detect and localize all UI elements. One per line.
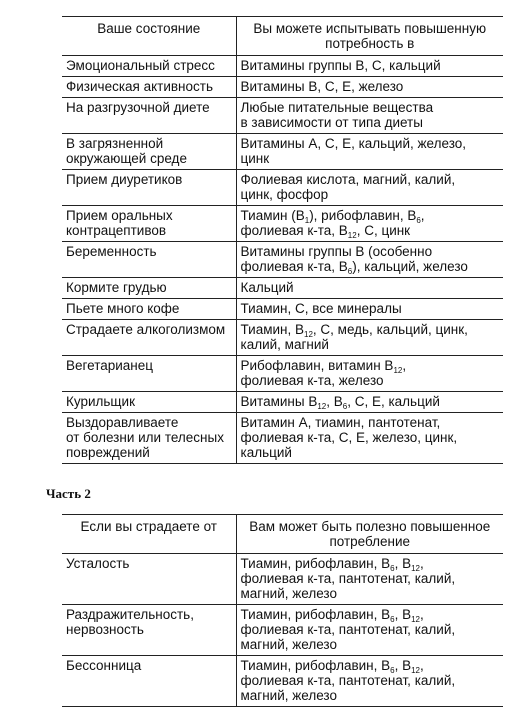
need-cell: [236, 98, 503, 134]
text-run: ), рибофлавин, В: [309, 208, 417, 223]
need-cell: [236, 554, 503, 605]
need-text: [241, 223, 500, 238]
need-text: [241, 373, 500, 388]
text-run: , С, медь, кальций, цинк,: [312, 322, 468, 337]
condition-text: окружающей среде: [66, 151, 187, 166]
subscript: 12: [411, 666, 421, 675]
need-text: [241, 79, 500, 94]
condition-cell: [62, 554, 236, 605]
condition-text: На разгрузочной диете: [66, 100, 210, 115]
condition-text: Прием оральных: [66, 208, 173, 223]
need-text: [241, 571, 500, 586]
need-text: [241, 187, 500, 202]
need-text: [241, 208, 500, 223]
text-run: ,: [420, 658, 424, 673]
text-run: Витамины группы В (особенно: [240, 244, 433, 259]
need-text: [241, 586, 500, 601]
condition-cell: [62, 656, 236, 707]
condition-cell: [62, 278, 236, 299]
text-run: , С, цинк: [356, 223, 411, 238]
text-run: , В: [394, 607, 412, 622]
table-row: [62, 170, 503, 206]
need-text: [241, 445, 500, 460]
need-cell: [236, 356, 503, 392]
table-row: [62, 56, 503, 77]
text-run: Фолиевая кислота, магний, калий,: [240, 172, 456, 187]
text-run: ,: [402, 358, 407, 373]
need-text: [241, 58, 500, 73]
text-run: Тиамин, рибофлавин, В: [240, 556, 391, 571]
text-run: фолиевая к-та, С, Е, железо, цинк,: [240, 430, 458, 445]
need-cell: [236, 206, 503, 242]
condition-text: Выздоравливаете: [66, 415, 179, 430]
condition-text: Курильщик: [66, 394, 135, 409]
condition-cell: [62, 392, 236, 413]
text-run: фолиевая к-та, В: [240, 259, 348, 274]
need-text: [241, 337, 500, 352]
condition-cell: [62, 605, 236, 656]
text-run: Витамин А, тиамин, пантотенат,: [240, 415, 441, 430]
need-text: [241, 358, 500, 373]
text-run: Витамины А, С, Е, кальций, железо,: [240, 136, 466, 151]
need-text: [241, 658, 500, 673]
text-run: Тиамин, С, все минералы: [240, 301, 402, 316]
need-text: [241, 688, 500, 703]
text-run: фолиевая к-та, В: [240, 223, 348, 238]
text-run: магний, железо: [240, 637, 337, 652]
subscript: 6: [390, 615, 395, 624]
text-run: ,: [420, 208, 425, 223]
table-header-row: [62, 17, 503, 56]
text-run: , В: [394, 556, 412, 571]
text-run: Рибофлавин, витамин В: [240, 358, 394, 373]
subscript: 12: [317, 402, 327, 411]
need-cell: [236, 605, 503, 656]
subscript: 12: [304, 330, 313, 339]
need-text: [241, 556, 500, 571]
text-run: фолиевая к-та, пантотенат, калий,: [240, 622, 456, 637]
condition-text: Беременность: [66, 244, 157, 259]
condition-cell: [62, 98, 236, 134]
need-cell: [236, 242, 503, 278]
need-cell: [236, 77, 503, 98]
condition-text: Физическая активность: [66, 79, 213, 94]
condition-text: Вегетарианец: [66, 358, 153, 373]
table-row: [62, 98, 503, 134]
need-text: [241, 673, 500, 688]
text-run: Тиамин, рибофлавин, В: [240, 607, 391, 622]
condition-text: Усталость: [66, 556, 130, 571]
text-run: Кальций: [240, 280, 294, 295]
need-cell: [236, 392, 503, 413]
need-text: [241, 394, 500, 409]
subscript: 6: [342, 402, 348, 411]
need-text: [241, 151, 500, 166]
condition-cell: [62, 320, 236, 356]
need-text: [241, 622, 500, 637]
condition-text: Раздражительность,: [66, 607, 194, 622]
text-run: Витамины В, С, Е, железо: [240, 79, 404, 94]
table-row: [62, 656, 503, 707]
table-row: [62, 356, 503, 392]
part2-heading: Часть 2: [46, 486, 91, 501]
header-need: Вам может быть полезно повышенное потребление: [249, 519, 491, 549]
condition-cell: [62, 77, 236, 98]
text-run: фолиевая к-та, пантотенат, калий,: [240, 571, 456, 586]
text-run: калий, магний: [240, 337, 329, 352]
header-condition: Если вы страдаете от: [62, 515, 236, 554]
need-cell: [236, 656, 503, 707]
table-row: [62, 299, 503, 320]
condition-text: от болезни или телесных: [66, 430, 224, 445]
need-text: [241, 301, 500, 316]
vitamin-needs-table-part2: [62, 514, 503, 707]
text-run: Тиамин, В: [240, 322, 304, 337]
text-run: , В: [326, 394, 343, 409]
need-cell: [236, 413, 503, 464]
subscript: 1: [304, 216, 310, 225]
need-text: [241, 430, 500, 445]
need-text: [241, 607, 500, 622]
condition-text: повреждений: [66, 445, 150, 460]
text-run: фолиевая к-та, железо: [240, 373, 384, 388]
need-text: [241, 280, 500, 295]
text-run: фолиевая к-та, пантотенат, калий,: [240, 673, 456, 688]
table-row: [62, 392, 503, 413]
text-run: , В: [394, 658, 412, 673]
need-text: [241, 637, 500, 652]
condition-cell: [62, 413, 236, 464]
subscript: 12: [393, 366, 403, 375]
condition-cell: [62, 206, 236, 242]
text-run: Витамины группы В, С, кальций: [240, 58, 441, 73]
subscript: 12: [411, 615, 421, 624]
table-header-row: [62, 515, 503, 554]
text-run: ), кальций, железо: [352, 259, 468, 274]
table-row: [62, 242, 503, 278]
table-row: [62, 77, 503, 98]
condition-cell: [62, 242, 236, 278]
need-cell: [236, 170, 503, 206]
text-run: магний, железо: [240, 586, 337, 601]
table-row: [62, 134, 503, 170]
text-run: Любые питательные вещества: [240, 100, 434, 115]
condition-text: контрацептивов: [66, 223, 167, 238]
subscript: 12: [411, 564, 421, 573]
subscript: 6: [390, 666, 395, 675]
text-run: ,: [420, 556, 424, 571]
need-cell: [236, 320, 503, 356]
subscript: 6: [347, 267, 353, 276]
condition-cell: [62, 356, 236, 392]
need-cell: [236, 278, 503, 299]
need-text: [241, 259, 500, 274]
text-run: , С, Е, кальций: [347, 394, 440, 409]
text-run: Тиамин (В: [240, 208, 305, 223]
need-text: [241, 415, 500, 430]
text-run: цинк, фосфор: [240, 187, 329, 202]
condition-cell: [62, 170, 236, 206]
text-run: магний, железо: [240, 688, 337, 703]
condition-cell: [62, 56, 236, 77]
subscript: 6: [416, 216, 421, 225]
condition-text: Бессонница: [66, 658, 142, 673]
text-run: кальций: [240, 445, 292, 460]
condition-cell: [62, 134, 236, 170]
subscript: 6: [390, 564, 395, 573]
table-row: [62, 206, 503, 242]
subscript: 12: [347, 231, 357, 240]
text-run: Витамины В: [240, 394, 318, 409]
text-run: Тиамин, рибофлавин, В: [240, 658, 391, 673]
need-cell: [236, 134, 503, 170]
need-text: [241, 100, 500, 115]
need-text: [241, 244, 500, 259]
table-row: [62, 554, 503, 605]
text-run: цинк: [240, 151, 270, 166]
header-condition: Ваше состояние: [62, 17, 236, 56]
condition-text: Кормите грудью: [66, 280, 167, 295]
header-need: Вы можете испытывать повышенную потребность в: [253, 21, 487, 51]
need-text: [241, 322, 500, 337]
condition-text: Прием диуретиков: [66, 172, 183, 187]
table-row: [62, 413, 503, 464]
need-cell: [236, 299, 503, 320]
condition-text: Страдаете алкоголизмом: [66, 322, 226, 337]
text-run: в зависимости от типа диеты: [240, 115, 423, 130]
condition-cell: [62, 299, 236, 320]
need-text: [241, 136, 500, 151]
need-text: [241, 115, 500, 130]
need-text: [241, 172, 500, 187]
text-run: ,: [420, 607, 424, 622]
table-row: [62, 278, 503, 299]
condition-text: Эмоциональный стресс: [66, 58, 215, 73]
table-row: [62, 320, 503, 356]
condition-text: нервозность: [66, 622, 144, 637]
need-cell: [236, 56, 503, 77]
vitamin-needs-table-part1: [62, 16, 503, 464]
condition-text: В загрязненной: [66, 136, 164, 151]
table-row: [62, 605, 503, 656]
condition-text: Пьете много кофе: [66, 301, 180, 316]
